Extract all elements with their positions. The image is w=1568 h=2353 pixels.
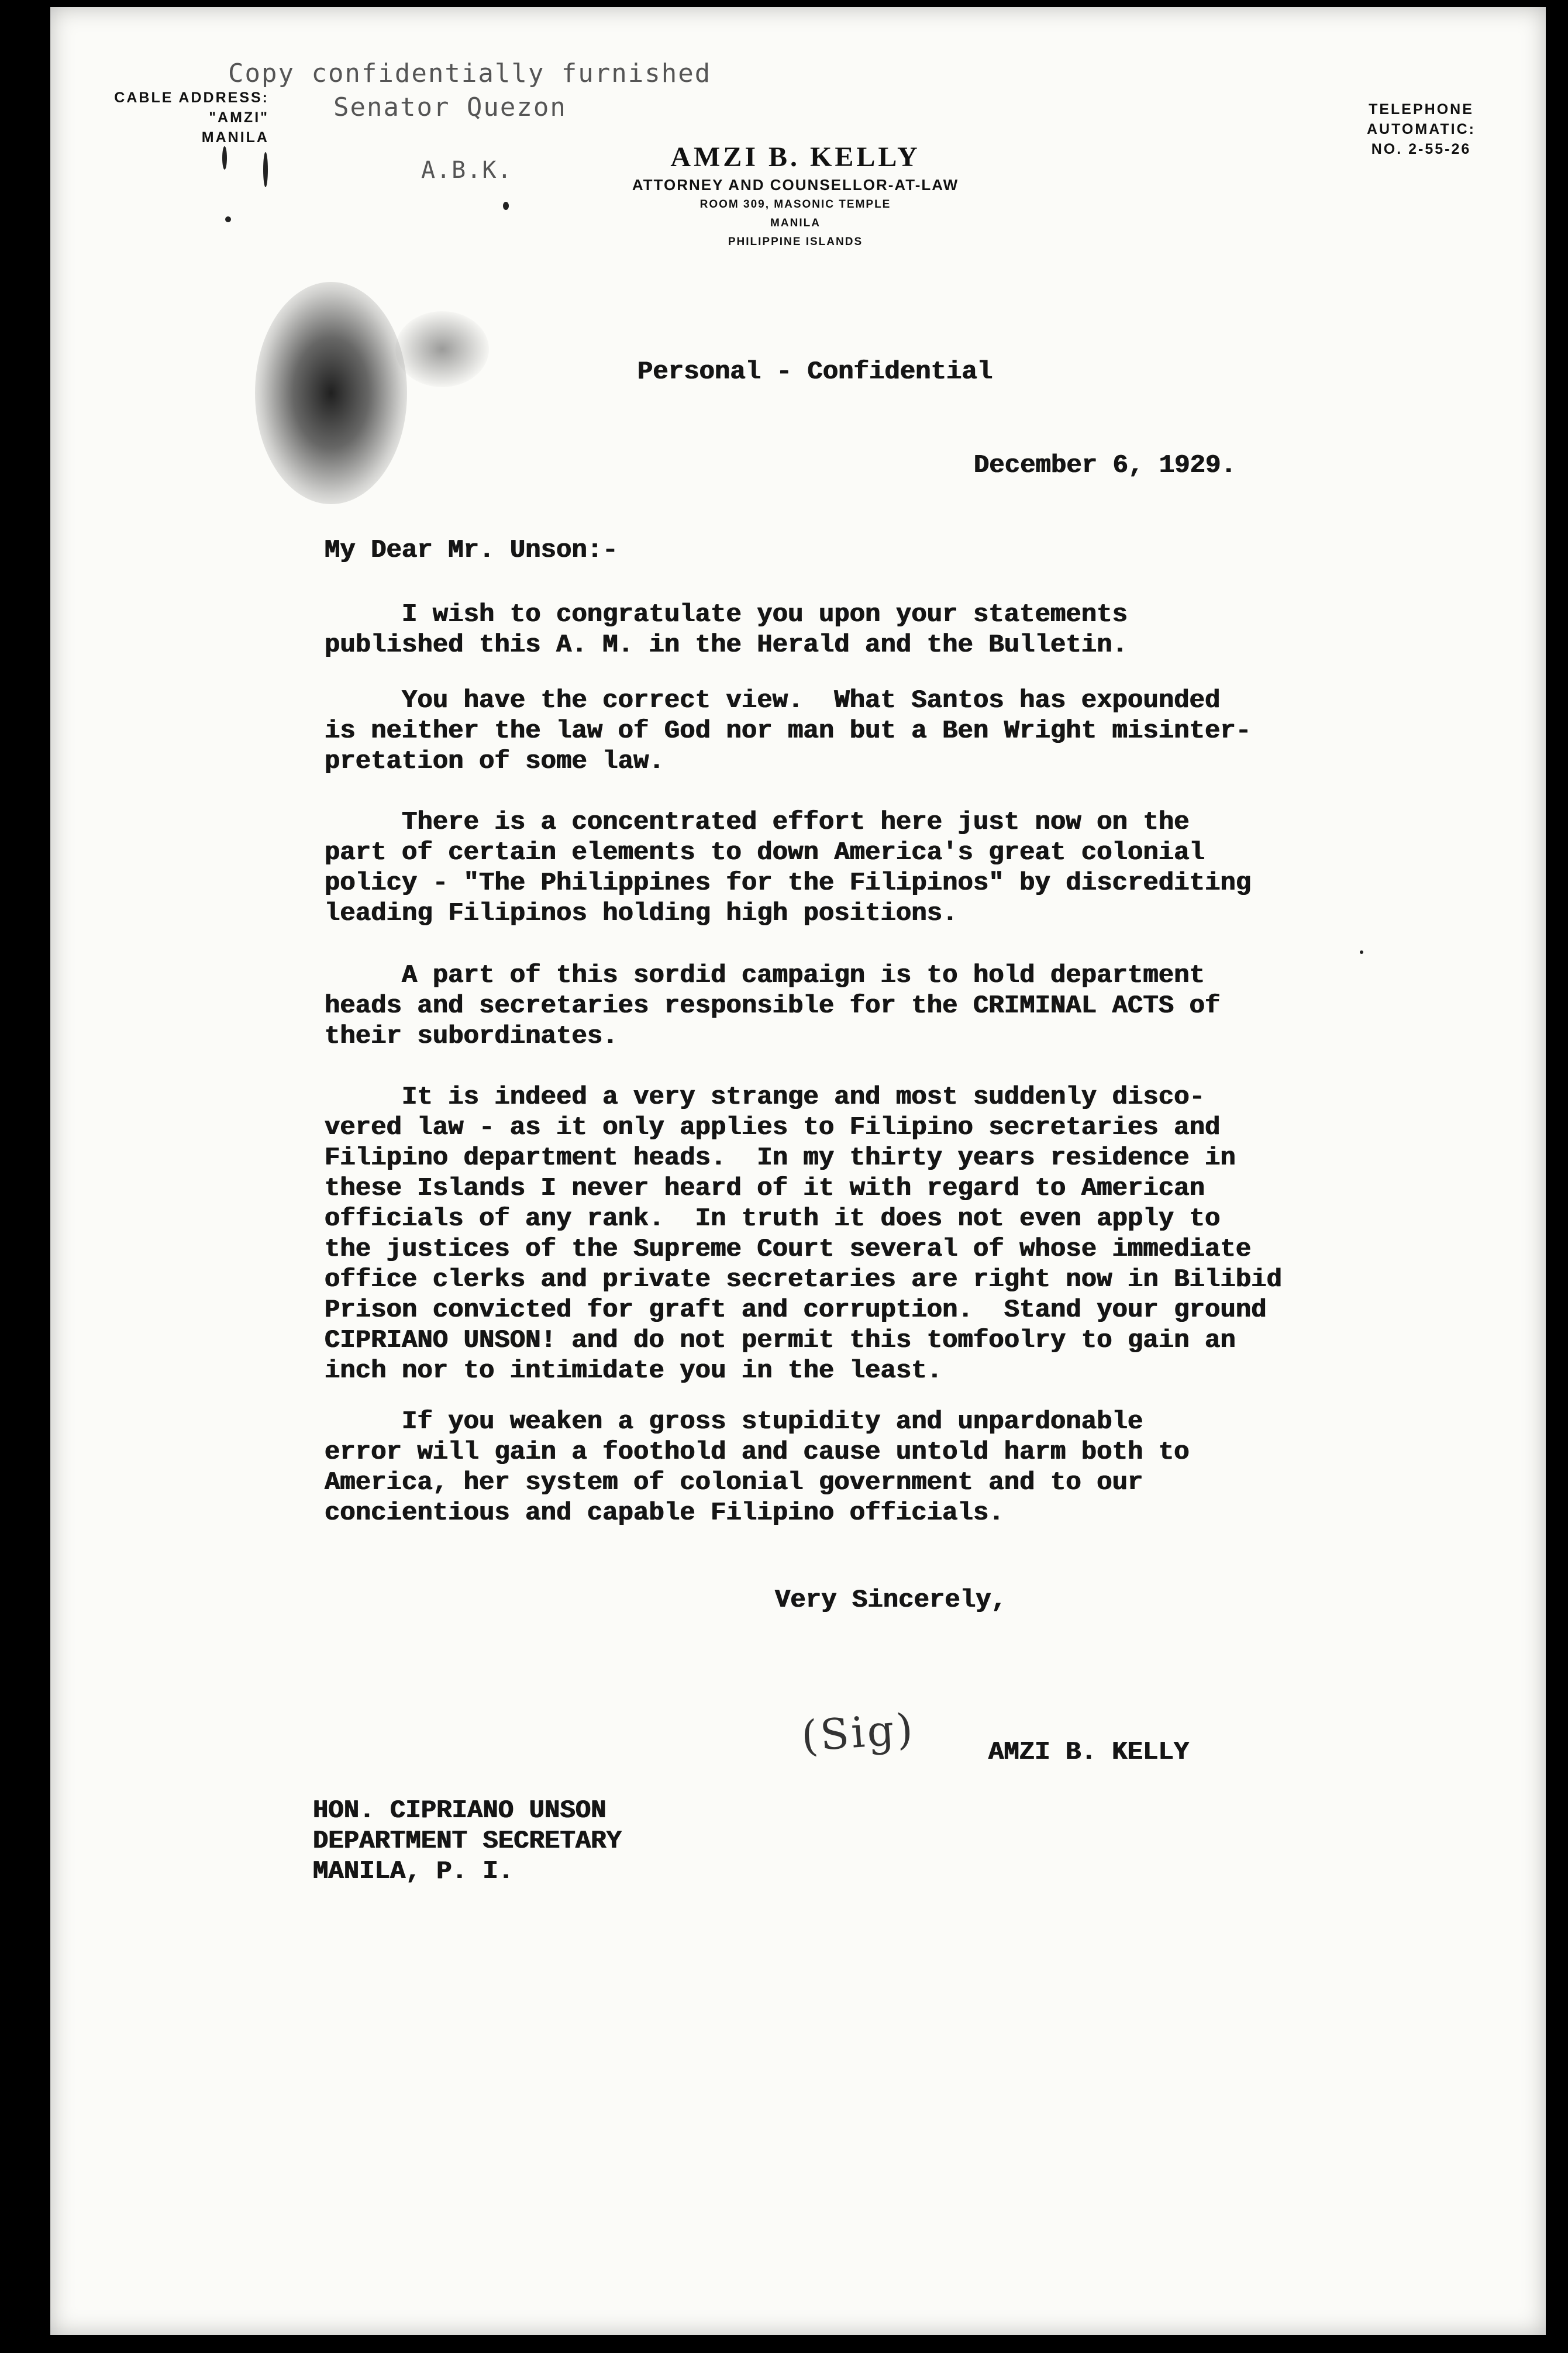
paper-mark <box>263 152 268 187</box>
addressee-line: MANILA, P. I. <box>313 1857 514 1886</box>
paper-mark <box>503 202 509 210</box>
paragraph-1 <box>325 600 1128 660</box>
text-line: It is indeed a very strange and most suddenly disco- <box>325 1083 1205 1112</box>
text-line: If you weaken a gross stupidity and unpardonable <box>325 1407 1143 1436</box>
copy-note-line2: Senator Quezon <box>333 92 567 122</box>
addressee-line: DEPARTMENT SECRETARY <box>313 1827 622 1856</box>
paragraph-6 <box>325 1407 1190 1528</box>
letterhead-title: ATTORNEY AND COUNSELLOR-AT-LAW <box>632 176 959 194</box>
ink-smudge <box>395 311 489 387</box>
text-line: inch nor to intimidate you in the least. <box>325 1356 943 1386</box>
confidential-marking: Personal - Confidential <box>637 357 993 387</box>
paragraph-3 <box>325 807 1251 929</box>
paper-mark <box>1360 950 1363 954</box>
text-line: error will gain a foothold and cause untold harm both to <box>325 1438 1190 1467</box>
letter-date: December 6, 1929. <box>974 451 1236 480</box>
text-line: is neither the law of God nor man but a Ben Wright misinter- <box>325 716 1252 746</box>
letterhead-address-line: PHILIPPINE ISLANDS <box>728 236 863 248</box>
cable-address <box>58 88 269 147</box>
text-line: pretation of some law. <box>325 747 664 776</box>
text-line: these Islands I never heard of it with regard to American <box>325 1174 1205 1203</box>
paragraph-4 <box>325 960 1220 1052</box>
text-line: heads and secretaries responsible for the CRIMINAL ACTS of <box>325 991 1221 1021</box>
addressee-line: HON. CIPRIANO UNSON <box>313 1796 606 1825</box>
text-line: Prison convicted for graft and corruption. Stand your ground <box>325 1296 1267 1325</box>
text-line: published this A. M. in the Herald and the Bulletin. <box>325 631 1128 660</box>
text-line: Filipino department heads. In my thirty years residence in <box>325 1143 1236 1173</box>
text-line: leading Filipinos holding high positions. <box>325 899 958 928</box>
text-line: officials of any rank. In truth it does not even apply to <box>325 1204 1221 1234</box>
closing: Very Sincerely, <box>775 1586 1007 1615</box>
telephone-line: NO. 2-55-26 <box>1371 141 1471 157</box>
text-line: America, her system of colonial government and to our <box>325 1468 1143 1497</box>
cable-line: "AMZI" <box>209 109 269 126</box>
text-line: their subordinates. <box>325 1022 618 1051</box>
cable-line: MANILA <box>201 129 269 146</box>
text-line: the justices of the Supreme Court several of whose immediate <box>325 1235 1252 1264</box>
signature-mark: (Sig) <box>799 1704 917 1761</box>
salutation: My Dear Mr. Unson:- <box>325 536 618 565</box>
signer-name: AMZI B. KELLY <box>988 1738 1190 1767</box>
text-line: There is a concentrated effort here just now on the <box>325 808 1190 837</box>
letterhead-address-line: ROOM 309, MASONIC TEMPLE <box>699 198 891 211</box>
copy-note-line1: Copy confidentially furnished <box>228 58 712 88</box>
paragraph-2 <box>325 685 1251 777</box>
text-line: CIPRIANO UNSON! and do not permit this tomfoolry to gain an <box>325 1326 1236 1355</box>
paragraph-5 <box>325 1082 1282 1386</box>
telephone-line: AUTOMATIC: <box>1367 121 1476 137</box>
text-line: part of certain elements to down America's great colonial <box>325 838 1205 867</box>
text-line: A part of this sordid campaign is to hold department <box>325 961 1205 990</box>
ink-stain <box>255 282 407 504</box>
paper-mark <box>222 146 227 170</box>
text-line: concientious and capable Filipino officials. <box>325 1498 1004 1528</box>
cable-line: CABLE ADDRESS: <box>114 89 269 106</box>
initials-note: A.B.K. <box>421 157 513 184</box>
letterhead-center <box>561 140 1029 252</box>
paper-mark <box>225 216 231 222</box>
telephone-line: TELEPHONE <box>1369 101 1474 118</box>
addressee-block <box>313 1796 622 1887</box>
text-line: office clerks and private secretaries are right now in Bilibid <box>325 1265 1283 1294</box>
text-line: vered law - as it only applies to Filipino secretaries and <box>325 1113 1221 1142</box>
text-line: I wish to congratulate you upon your statements <box>325 600 1128 629</box>
letterhead-name: AMZI B. KELLY <box>670 142 921 173</box>
text-line: You have the correct view. What Santos has expounded <box>325 686 1221 715</box>
text-line: policy - "The Philippines for the Filipinos" by discrediting <box>325 869 1252 898</box>
telephone-block <box>1316 99 1526 159</box>
letterhead-address-line: MANILA <box>770 217 821 229</box>
